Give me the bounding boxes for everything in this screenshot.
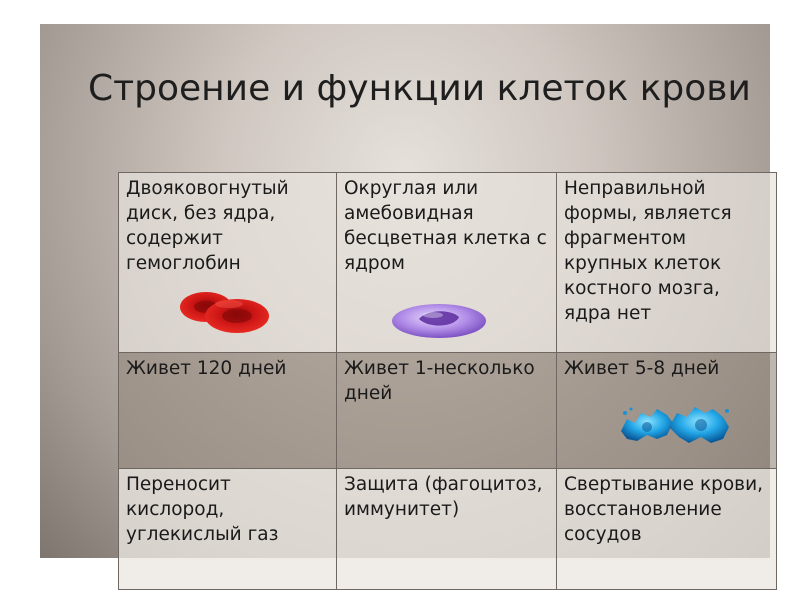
cell-leukocyte-structure bbox=[337, 173, 557, 353]
cell-text: Свертывание крови, восстановление сосудов bbox=[564, 474, 763, 545]
cell-text: Живет 120 дней bbox=[126, 358, 287, 379]
platelets-icon bbox=[617, 401, 733, 447]
cell-platelet-lifespan bbox=[557, 353, 777, 469]
cell-text: Округлая или амебовидная бесцветная клетка с ядром bbox=[344, 178, 547, 274]
cell-text: Живет 5-8 дней bbox=[564, 358, 720, 379]
cell-text: Живет 1-несколько дней bbox=[344, 358, 535, 404]
blood-cells-table bbox=[118, 172, 777, 590]
table-row-function bbox=[119, 469, 777, 590]
slide bbox=[40, 24, 770, 558]
table-row-lifespan bbox=[119, 353, 777, 469]
cell-erythrocyte-function bbox=[119, 469, 337, 590]
slide-title: Строение и функции клеток крови bbox=[88, 68, 751, 109]
cell-platelet-function bbox=[557, 469, 777, 590]
table-row-structure bbox=[119, 173, 777, 353]
cell-erythrocyte-structure bbox=[119, 173, 337, 353]
cell-platelet-structure bbox=[557, 173, 777, 353]
cell-text: Неправильной формы, является фрагментом крупных клеток костного мозга, ядра нет bbox=[564, 178, 732, 324]
cell-text: Двояковогнутый диск, без ядра, содержит гемоглобин bbox=[126, 178, 289, 274]
cell-text: Переносит кислород, углекислый газ bbox=[126, 474, 279, 545]
cell-leukocyte-lifespan bbox=[337, 353, 557, 469]
red-blood-cells-icon bbox=[179, 289, 271, 335]
cell-leukocyte-function bbox=[337, 469, 557, 590]
white-blood-cell-icon bbox=[389, 299, 489, 341]
cell-erythrocyte-lifespan bbox=[119, 353, 337, 469]
cell-text: Защита (фагоцитоз, иммунитет) bbox=[344, 474, 543, 520]
